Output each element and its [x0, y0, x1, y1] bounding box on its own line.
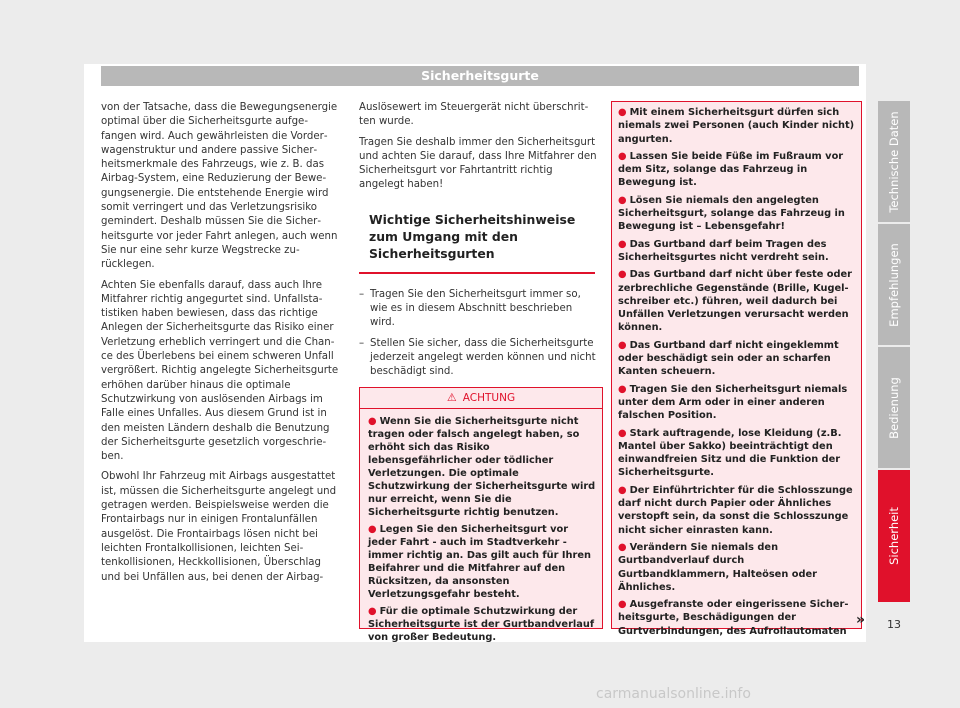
safety-item [618, 106, 855, 146]
bullet-icon: ● [368, 606, 377, 617]
dash-text: Stellen Sie sicher, dass die Sicherheitsgurte jederzeit angelegt werden können und nicht beschädigt sind. [370, 337, 596, 378]
safety-item [618, 383, 855, 423]
safety-item-text: Der Einführtrichter für die Schlosszunge darf nicht durch Papier oder Ähnliches verstopft sein, da sonst die Schlosszunge nicht sicher einrasten kann. [618, 484, 853, 536]
bullet-icon: ● [368, 524, 377, 535]
dash-text: Tragen Sie den Sicherheitsgurt immer so, wie es in diesem Abschnitt beschrieben wird. [370, 288, 581, 329]
section-heading: Wichtige Sicherheitshinweise zum Umgang mit den Sicherheitsgurten [369, 211, 576, 261]
safety-list [612, 102, 861, 638]
warning-item-text: Legen Sie den Sicherheitsgurt vor jeder Fahrt - auch im Stadtverkehr - immer richtig an. Das gilt auch für Ihren Beifahrer und die Mitfahrer auf den Rücksitzen, da ansonsten Verletzungsgefahr besteht. [368, 524, 591, 600]
warning-item-text: Für die optimale Schutzwirkung der Sicherheitsgurte ist der Gurtbandverlauf von großer Bedeutung. [368, 606, 595, 643]
safety-item [618, 268, 855, 334]
bullet-icon: ● [618, 427, 627, 439]
warning-box [359, 387, 603, 643]
safety-item [618, 238, 855, 265]
warning-item [368, 523, 596, 601]
warning-header [360, 388, 602, 409]
dash-marker: – [359, 288, 365, 300]
safety-item [618, 150, 855, 190]
bullet-icon: ● [618, 107, 627, 118]
tab-sicherheit[interactable] [878, 470, 910, 602]
warning-item [368, 415, 596, 519]
bullet-icon: ● [618, 541, 627, 553]
safety-item [618, 339, 855, 379]
safety-item [618, 427, 855, 480]
bullet-icon: ● [618, 238, 627, 250]
dash-item [359, 337, 599, 380]
page-number: 13 [887, 618, 901, 631]
safety-item [618, 194, 855, 234]
safety-item-text: Stark auftragende, lose Kleidung (z.B. Mantel über Sakko) beeinträchtigt den einwandfreien Sitz und die Funktion der Sicherheitsgurte. [618, 427, 842, 479]
safety-item-text: Lösen Sie niemals den angelegten Sicherheitsgurt, solange das Fahrzeug in Bewegung ist – Lebensgefahr! [618, 194, 845, 233]
safety-item-text: Das Gurtband darf nicht eingeklemmt oder beschädigt sein oder an scharfen Kanten scheuern. [618, 339, 839, 378]
safety-item-text: Verändern Sie niemals den Gurtbandverlauf durch Gurtbandklammern, Halteösen oder Ähnliches. [618, 541, 817, 593]
safety-item [618, 484, 855, 537]
safety-item [618, 541, 855, 594]
warning-title: ACHTUNG [462, 392, 516, 404]
tab-label: Bedienung [887, 376, 901, 439]
paragraph: Auslösewert im Steuergerät nicht überschritten wurde. [359, 102, 589, 128]
section-header: Sicherheitsgurte [101, 66, 859, 86]
bullet-icon: ● [618, 339, 627, 351]
warning-icon: ⚠ [446, 391, 457, 404]
paragraph: Obwohl Ihr Fahrzeug mit Airbags ausgestattet ist, müssen die Sicherheitsgurte angelegt und getragen werden. Beispielsweise werden die Frontairbags nur in einigen Frontalunfällen ausgelöst. Die Frontairbags lösen nicht bei leichten Frontalkollisionen, leichten Seitenkollisionen, Heckkollisionen, Überschlag und bei Unfällen aus, bei denen der Airbag- [101, 471, 337, 583]
dash-marker: – [359, 337, 365, 349]
safety-item-text: Tragen Sie den Sicherheitsgurt niemals unter dem Arm oder in einer anderen falschen Position. [618, 383, 848, 422]
safety-item-text: Das Gurtband darf beim Tragen des Sicherheitsgurtes nicht verdreht sein. [618, 238, 829, 263]
warning-item [368, 605, 596, 644]
paragraph: Tragen Sie deshalb immer den Sicherheitsgurt und achten Sie darauf, dass Ihre Mitfahrer den Sicherheitsgurt vor Fahrtantritt richtig angelegt haben! [359, 136, 597, 191]
safety-item-text: Mit einem Sicherheitsgurt dürfen sich niemals zwei Personen (auch Kinder nicht) angurten. [618, 107, 855, 145]
bullet-icon: ● [618, 383, 627, 395]
tab-label: Empfehlungen [887, 242, 901, 327]
tab-label: Technische Daten [887, 110, 901, 213]
safety-item-text: Lassen Sie beide Füße im Fußraum vor dem Sitz, solange das Fahrzeug in Bewegung ist. [618, 150, 844, 189]
paragraph: Achten Sie ebenfalls darauf, dass auch Ihre Mitfahrer richtig angegurtet sind. Unfallstatistiken haben bewiesen, dass das richtige Anlegen der Sicherheitsgurte das Risiko einer Verletzung erheblich verringert und die Chance des Überlebens bei einem schweren Unfall vergrößert. Richtig angelegte Sicherheitsgurte erhöhen darüber hinaus die optimale Schutzwirkung von auslösenden Airbags im Falle eines Unfalles. Aus diesem Grund ist in den meisten Ländern deshalb die Benutzung der Sicherheitsgurte gesetzlich vorgeschrieben. [101, 279, 339, 463]
tab-empfehlungen[interactable] [878, 224, 910, 345]
bullet-icon: ● [618, 150, 627, 162]
bullet-icon: ● [618, 194, 627, 206]
safety-item [618, 598, 855, 638]
bullet-icon: ● [618, 269, 627, 281]
tab-label: Sicherheit [887, 507, 901, 565]
tab-technische-daten[interactable] [878, 101, 910, 222]
dash-item [359, 288, 599, 331]
continue-arrow-icon: » [856, 612, 866, 628]
safety-item-text: Ausgefranste oder eingerissene Sicherheitsgurte, Beschädigungen der Gurtverbindungen, des Aufrollautomaten [618, 599, 849, 637]
warning-item-text: Wenn Sie die Sicherheitsgurte nicht tragen oder falsch angelegt haben, so erhöht sich das Risiko lebensgefährlicher oder tödlicher Verletzungen. Die optimale Schutzwirkung der Sicherheitsgurte wird nur erreicht, wenn Sie die Sicherheitsgurte richtig benutzen. [368, 416, 596, 518]
heading-underline [359, 272, 595, 274]
column-left [101, 101, 339, 591]
safety-item-text: Das Gurtband darf nicht über feste oder zerbrechliche Gegenstände (Brille, Kugelschreiber etc.) führen, weil dadurch bei Unfällen Verletzungen verursacht werden können. [618, 269, 853, 334]
bullet-icon: ● [368, 416, 377, 427]
warning-continuation-box [611, 101, 862, 637]
bullet-icon: ● [618, 484, 627, 496]
warning-list [360, 409, 602, 644]
column-middle [359, 101, 599, 386]
tab-bedienung[interactable] [878, 347, 910, 468]
paragraph: von der Tatsache, dass die Bewegungsenergie optimal über die Sicherheitsgurte aufgefangen wird. Auch gewährleisten die Vorderwagenstruktur und andere passive Sicherheitsmerkmale des Fahrzeugs, wie z. B. das Airbag-System, eine Reduzierung der Bewegungsenergie. Die entstehende Energie wird somit verringert und das Verletzungsrisiko gemindert. Deshalb müssen Sie die Sicherheitsgurte vor jeder Fahrt anlegen, auch wenn Sie nur eine sehr kurze Wegstrecke zurücklegen. [101, 102, 338, 271]
bullet-icon: ● [618, 599, 627, 611]
watermark: carmanualsonline.info [596, 686, 751, 702]
